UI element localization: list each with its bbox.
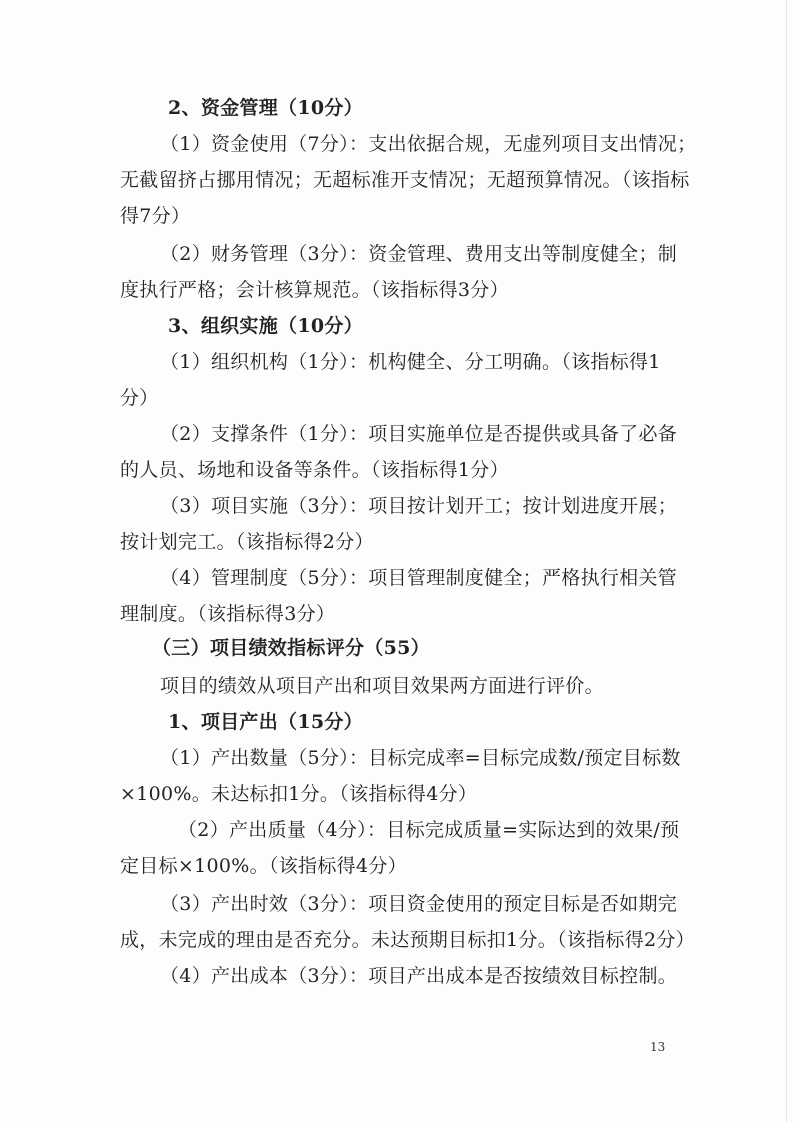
paragraph-line: （3）项目实施（3分）：项目按计划开工；按计划进度开展； [160,495,678,517]
section-heading-organization: 3、组织实施（10分） [168,315,363,337]
paragraph-line: （2）产出质量（4分）：目标完成质量=实际达到的效果/预 [178,819,680,841]
paragraph-line: （1）产出数量（5分）：目标完成率=目标完成数/预定目标数 [160,747,681,769]
paragraph-line: （1）资金使用（7分）：支出依据合规，无虚列项目支出情况； [160,133,697,155]
paragraph-line: 定目标×100%。（该指标得4分） [120,855,407,877]
page-edge-line [786,0,787,1122]
section-heading-performance: （三）项目绩效指标评分（55） [152,637,430,659]
paragraph-line: 按计划完工。（该指标得2分） [120,531,374,553]
paragraph-line: 无截留挤占挪用情况；无超标准开支情况；无超预算情况。（该指标 [120,169,690,191]
paragraph-line: （3）产出时效（3分）：项目资金使用的预定目标是否如期完 [160,893,678,915]
paragraph-line: ×100%。未达标扣1分。（该指标得4分） [120,783,478,805]
paragraph-line: （2）支撑条件（1分）：项目实施单位是否提供或具备了必备 [160,423,678,445]
paragraph-line: 得7分） [120,205,191,227]
paragraph-line: （4）管理制度（5分）：项目管理制度健全；严格执行相关管 [160,567,678,589]
section-heading-output: 1、项目产出（15分） [168,711,363,733]
paragraph-line: 成，未完成的理由是否充分。未达预期目标扣1分。（该指标得2分） [120,929,695,951]
section-heading-funds: 2、资金管理（10分） [168,97,363,119]
paragraph-line: 项目的绩效从项目产出和项目效果两方面进行评价。 [160,675,604,697]
paragraph-line: 度执行严格；会计核算规范。（该指标得3分） [120,279,509,301]
paragraph-line: 的人员、场地和设备等条件。（该指标得1分） [120,459,509,481]
paragraph-line: （2）财务管理（3分）：资金管理、费用支出等制度健全；制 [160,243,678,265]
paragraph-line: 分） [120,387,159,409]
paragraph-line: （4）产出成本（3分）：项目产出成本是否按绩效目标控制。 [160,965,678,987]
paragraph-line: （1）组织机构（1分）：机构健全、分工明确。（该指标得1 [160,351,661,373]
paragraph-line: 理制度。（该指标得3分） [120,603,336,625]
page-number: 13 [650,1040,666,1054]
